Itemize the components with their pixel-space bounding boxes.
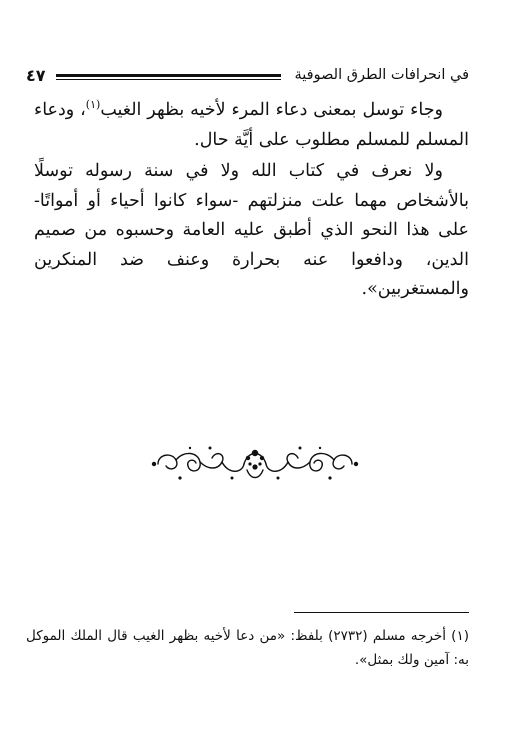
paragraph-1-text-start: وجاء توسل بمعنى دعاء المرء لأخيه بظهر الغيب [100,100,443,120]
running-header [26,62,469,88]
main-text [34,96,469,305]
paragraph-1 [34,96,469,155]
footnote-rule [294,612,469,613]
footnote: (١) أخرجه مسلم (٢٧٣٢) بلفظ: «من دعا لأخيه بظهر الغيب قال الملك الموكل به: آمين ولك بمثل». [26,628,469,668]
footnote-reference[interactable]: (١) [85,98,101,112]
header-rule [56,74,281,80]
running-header-title: في انحرافات الطرق الصوفية [294,67,469,83]
paragraph-2: ولا نعرف في كتاب الله ولا في سنة رسوله توسلًا بالأشخاص مهما علت منزلتهم -سواء كانوا أحياء أو أمواتًا- على هذا النحو الذي أطبق عليه العامة وحسبوه من صميم الدين، ودافعوا عنه بحرارة وعنف ضد المنكرين والمستغربين». [34,161,469,299]
page-number: ٤٧ [26,65,46,85]
paragraph-1-text-end: ، ودعاء المسلم للمسلم مطلوب على أيَّة حال. [34,100,469,150]
floral-divider-icon [150,440,360,488]
